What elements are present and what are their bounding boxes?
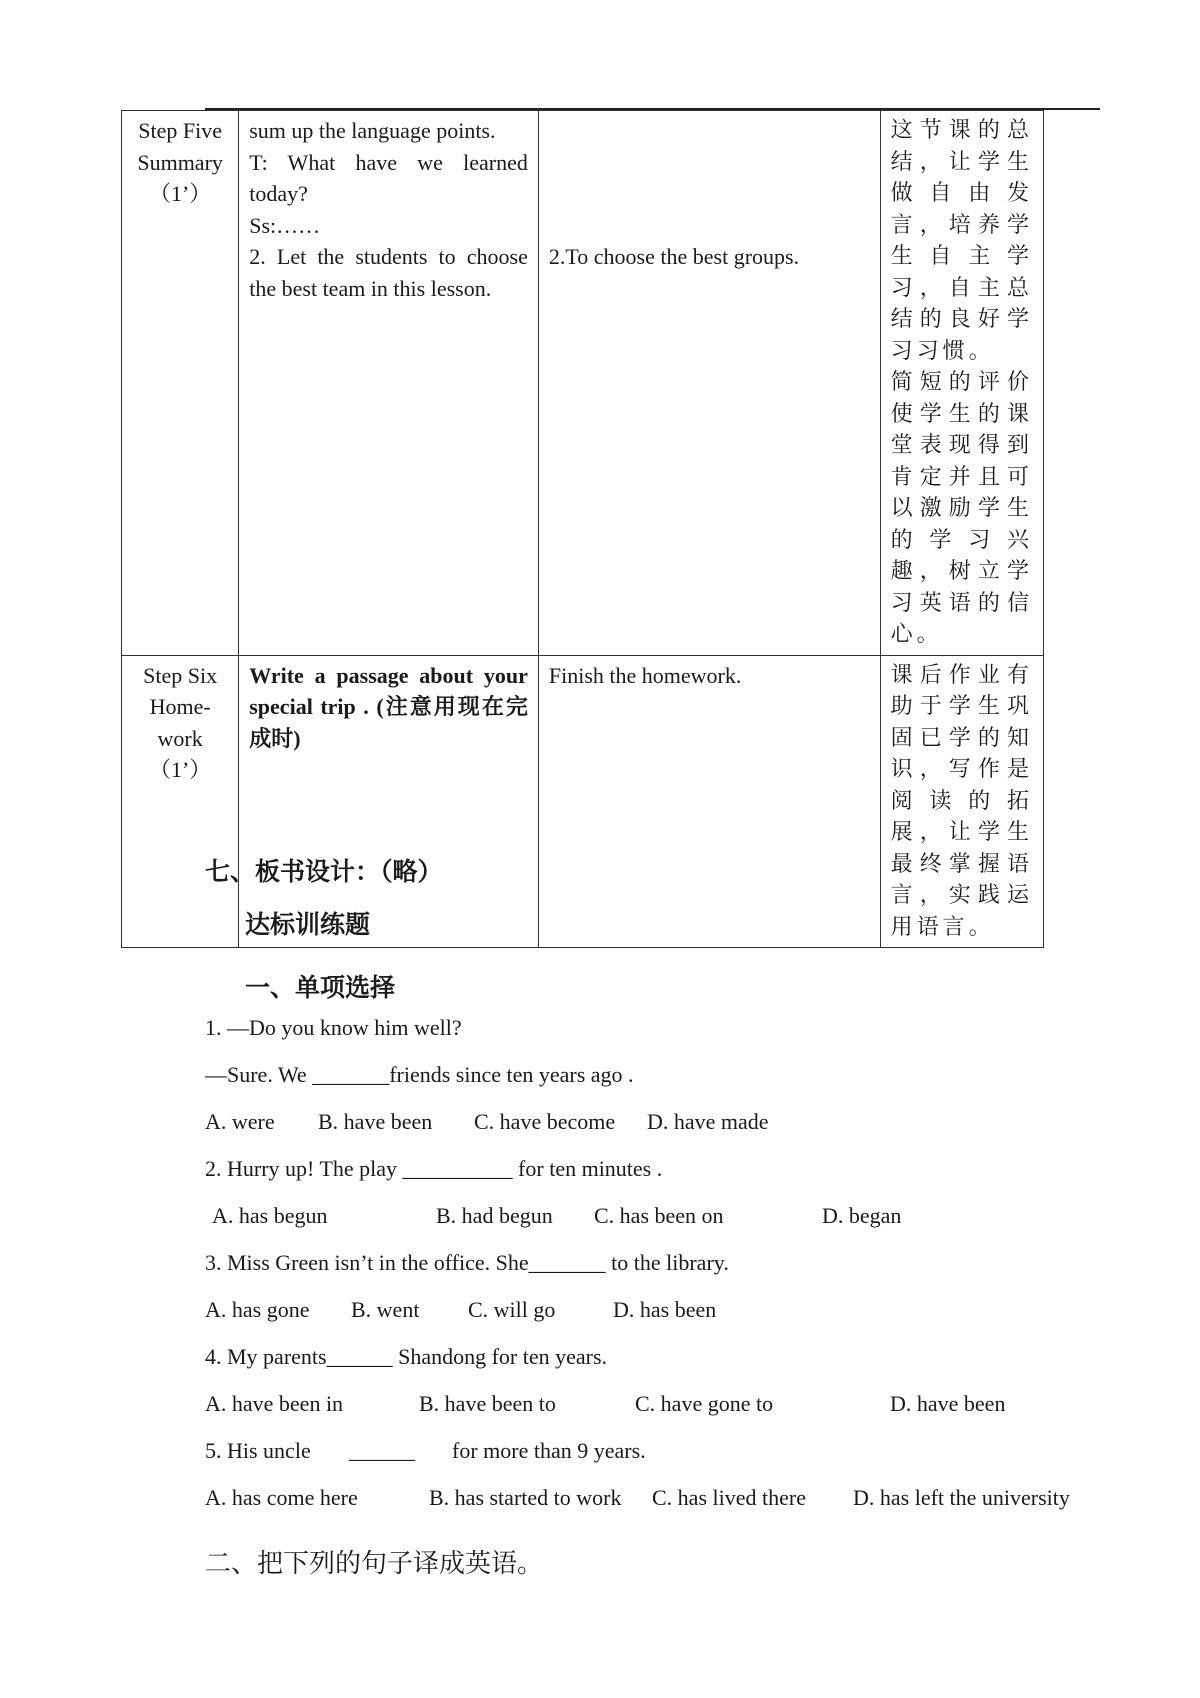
table-row bbox=[122, 655, 1044, 948]
question-4-option-b: B. have been to bbox=[419, 1391, 556, 1416]
question-2-option-d: D. began bbox=[822, 1203, 902, 1228]
question-1-option-c: C. have become bbox=[474, 1109, 616, 1134]
question-5-option-c: C. has lived there bbox=[652, 1485, 806, 1510]
question-3-option-b: B. went bbox=[351, 1297, 420, 1322]
question-1-option-b: B. have been bbox=[318, 1109, 433, 1134]
question-1-option-a: A. were bbox=[205, 1109, 275, 1134]
question-5-end: for more than 9 years. bbox=[452, 1438, 646, 1463]
question-5-option-a: A. has come here bbox=[205, 1485, 358, 1510]
question-3-option-d: D. has been bbox=[613, 1297, 717, 1322]
purpose-cell: 2.To choose the best groups. bbox=[538, 111, 880, 656]
purpose-cell: Finish the homework. bbox=[538, 655, 880, 948]
question-4-option-a: A. have been in bbox=[205, 1391, 344, 1416]
question-2-option-c: C. has been on bbox=[594, 1203, 724, 1228]
question-5-start: 5. His uncle bbox=[205, 1438, 311, 1463]
section-single-choice: 一、单项选择 bbox=[245, 973, 396, 1002]
question-5-blank: ______ bbox=[349, 1438, 415, 1463]
question-5-option-d: D. has left the university bbox=[853, 1485, 1070, 1510]
lesson-plan-table bbox=[121, 110, 1044, 948]
step-cell: Step Six Home- work （1’） bbox=[122, 655, 239, 948]
question-1-option-d: D. have made bbox=[647, 1109, 769, 1134]
question-1-prompt: 1. —Do you know him well? bbox=[205, 1015, 462, 1040]
question-3-option-a: A. has gone bbox=[205, 1297, 310, 1322]
table-row bbox=[122, 111, 1044, 656]
question-2: 2. Hurry up! The play __________ for ten minutes . bbox=[205, 1156, 663, 1181]
step-cell: Step Five Summary （1’） bbox=[122, 111, 239, 656]
note-cell: 这节课的总结，让学生做自由发言，培养学生自主学习，自主总结的良好学习习惯。 简短的评价使学生的课堂表现得到肯定并且可以激励学生的学习兴趣，树立学习英语的信心。 bbox=[880, 111, 1043, 656]
question-3: 3. Miss Green isn’t in the office. She_______ to the library. bbox=[205, 1250, 729, 1275]
question-5-option-b: B. has started to work bbox=[429, 1485, 622, 1510]
note-cell: 课后作业有助于学生巩固已学的知识，写作是阅读的拓展，让学生最终掌握语言，实践运用语言。 bbox=[880, 655, 1043, 948]
question-1-reply: —Sure. We _______friends since ten years ago . bbox=[205, 1062, 634, 1087]
section-practice-title: 达标训练题 bbox=[245, 910, 371, 939]
section-translate: 二、把下列的句子译成英语。 bbox=[205, 1549, 544, 1579]
question-4-option-c: C. have gone to bbox=[635, 1391, 774, 1416]
question-2-option-a: A. has begun bbox=[212, 1203, 328, 1228]
question-2-option-b: B. had begun bbox=[436, 1203, 553, 1228]
activity-cell: sum up the language points. T: What have we learned today? Ss:…… 2. Let the students to choose the best team in this lesson. bbox=[239, 111, 539, 656]
question-4-option-d: D. have been bbox=[890, 1391, 1006, 1416]
question-3-option-c: C. will go bbox=[468, 1297, 556, 1322]
section-board-design: 七、板书设计：（略） bbox=[205, 857, 443, 886]
activity-cell: Write a passage about your special trip . (注意用现在完成时) bbox=[239, 655, 539, 948]
question-4: 4. My parents______ Shandong for ten years. bbox=[205, 1344, 608, 1369]
